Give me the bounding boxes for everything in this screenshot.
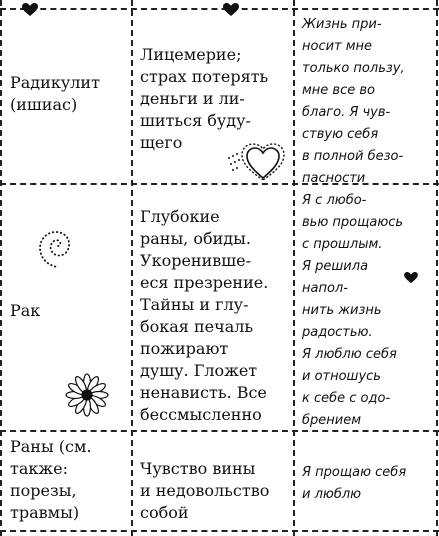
affirmation-radiculitis: Жизнь при- носит мне только пользу, мне все во благо. Я чув- ствую себя в полной безо- пасности <box>302 17 405 186</box>
column-divider-1 <box>0 0 2 536</box>
daisy-flower-icon <box>64 372 110 418</box>
heart-icon <box>22 3 38 17</box>
problem-cancer: Рак <box>10 301 41 320</box>
affirmation-wounds: Я прощаю себя и люблю <box>302 465 407 502</box>
problem-wounds: Раны (см. также: порезы, травмы) <box>10 437 92 522</box>
affirmation-cancer: Я с любо- вью прощаюсь с прошлым. Я решила напол- нить жизнь радостью. Я люблю себя и отношусь к себе с одо- брением <box>302 193 404 428</box>
heart-icon <box>404 272 418 284</box>
dotted-spiral-icon <box>30 218 86 274</box>
cause-radiculitis: Лицемерие; страх потерять деньги и ли- шиться буду- щего <box>140 45 269 152</box>
heart-icon <box>223 3 239 17</box>
column-divider-3 <box>293 0 295 536</box>
row-divider-bottom <box>0 530 439 532</box>
cause-cancer: Глубокие раны, обиды. Укоренивше- еся презрение. Тайны и глу- бокая печаль пожирают душу. Гложет ненависть. Все бессмысленно <box>140 207 269 424</box>
row-divider-top <box>0 8 439 10</box>
column-divider-4 <box>436 0 438 536</box>
column-divider-2 <box>131 0 133 536</box>
dotted-heart-icon <box>225 138 287 180</box>
problem-radiculitis: Радикулит (ишиас) <box>10 73 100 114</box>
cause-wounds: Чувство вины и недовольство собой <box>140 459 270 522</box>
